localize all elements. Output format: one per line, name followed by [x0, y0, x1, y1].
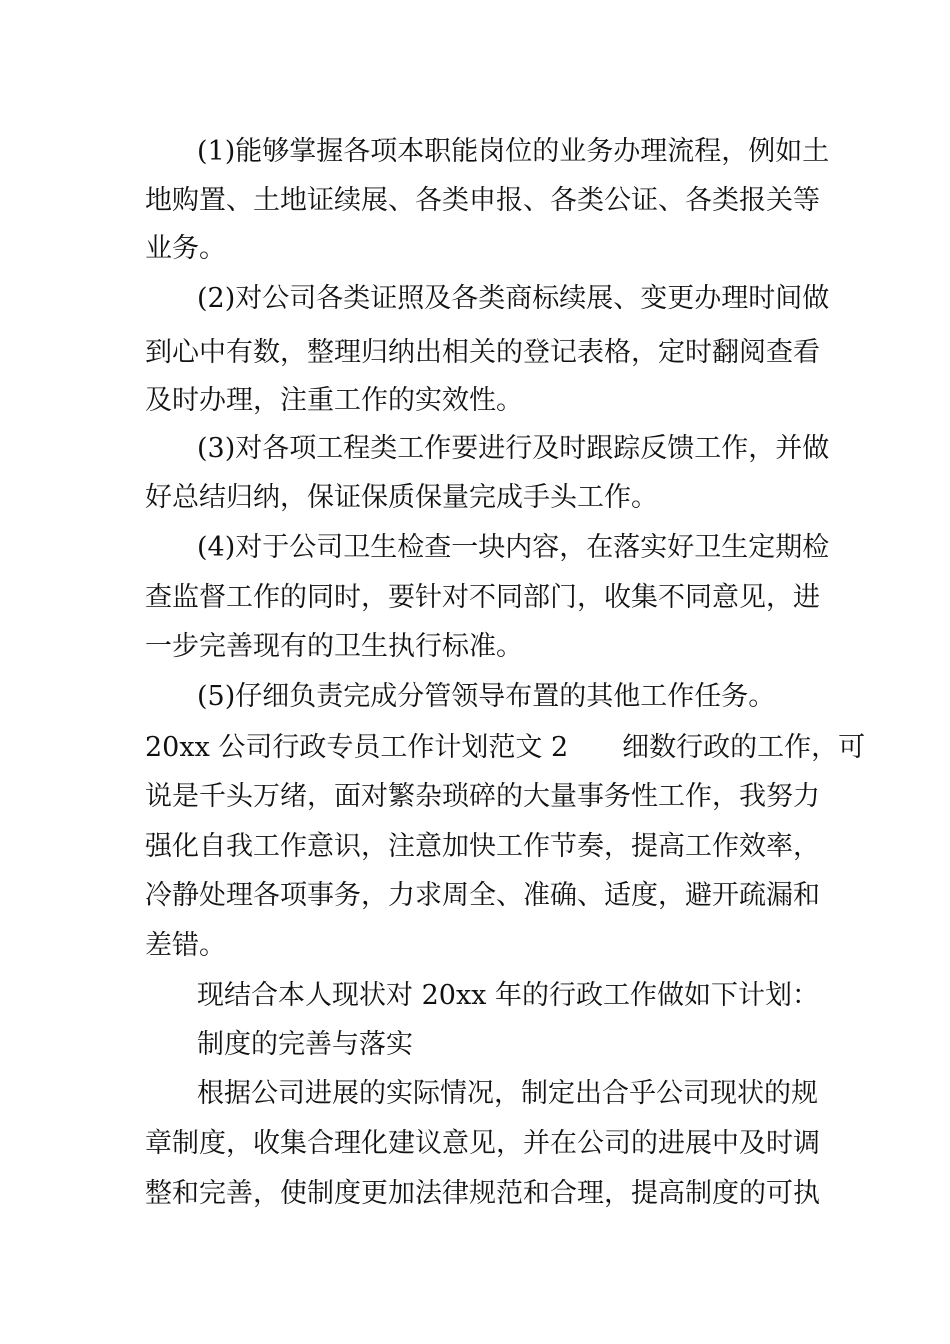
intro-line-4: 冷静处理各项事务，力求周全、准确、适度，避开疏漏和 [145, 880, 820, 911]
paragraph-4-line-2: 查监督工作的同时，要针对不同部门，收集不同意见，进 [145, 582, 820, 613]
paragraph-2-line-2: 到心中有数，整理归纳出相关的登记表格，定时翻阅查看 [145, 337, 820, 368]
subheading-system-improvement: 制度的完善与落实 [197, 1029, 413, 1060]
paragraph-3-line-1: (3)对各项工程类工作要进行及时跟踪反馈工作，并做 [197, 433, 830, 464]
paragraph-1-line-3: 业务。 [145, 233, 226, 264]
intro-line-2: 说是千头万绪，面对繁杂琐碎的大量事务性工作，我努力 [145, 781, 820, 812]
paragraph-5-line-1: (5)仔细负责完成分管领导布置的其他工作任务。 [197, 681, 776, 712]
section-heading-and-intro: 20xx 公司行政专员工作计划范文 2 细数行政的工作，可 [145, 732, 866, 763]
system-paragraph-line-2: 章制度，收集合理化建议意见，并在公司的进展中及时调 [145, 1128, 820, 1159]
paragraph-2-line-3: 及时办理，注重工作的实效性。 [145, 385, 523, 416]
system-paragraph-line-1: 根据公司进展的实际情况，制定出合乎公司现状的规 [197, 1078, 818, 1109]
paragraph-4-line-3: 一步完善现有的卫生执行标准。 [145, 631, 523, 662]
system-paragraph-line-3: 整和完善，使制度更加法律规范和合理，提高制度的可执 [145, 1178, 820, 1209]
paragraph-4-line-1: (4)对于公司卫生检查一块内容，在落实好卫生定期检 [197, 532, 830, 563]
paragraph-1-line-2: 地购置、土地证续展、各类申报、各类公证、各类报关等 [145, 185, 820, 216]
paragraph-2-line-1: (2)对公司各类证照及各类商标续展、变更办理时间做 [197, 283, 830, 314]
intro-line-3: 强化自我工作意识，注意加快工作节奏，提高工作效率， [145, 831, 820, 862]
paragraph-3-line-2: 好总结归纳，保证保质保量完成手头工作。 [145, 482, 658, 513]
paragraph-1-line-1: (1)能够掌握各项本职能岗位的业务办理流程，例如土 [197, 136, 830, 167]
intro-line-5: 差错。 [145, 930, 226, 961]
plan-intro: 现结合本人现状对 20xx 年的行政工作做如下计划： [197, 980, 819, 1011]
